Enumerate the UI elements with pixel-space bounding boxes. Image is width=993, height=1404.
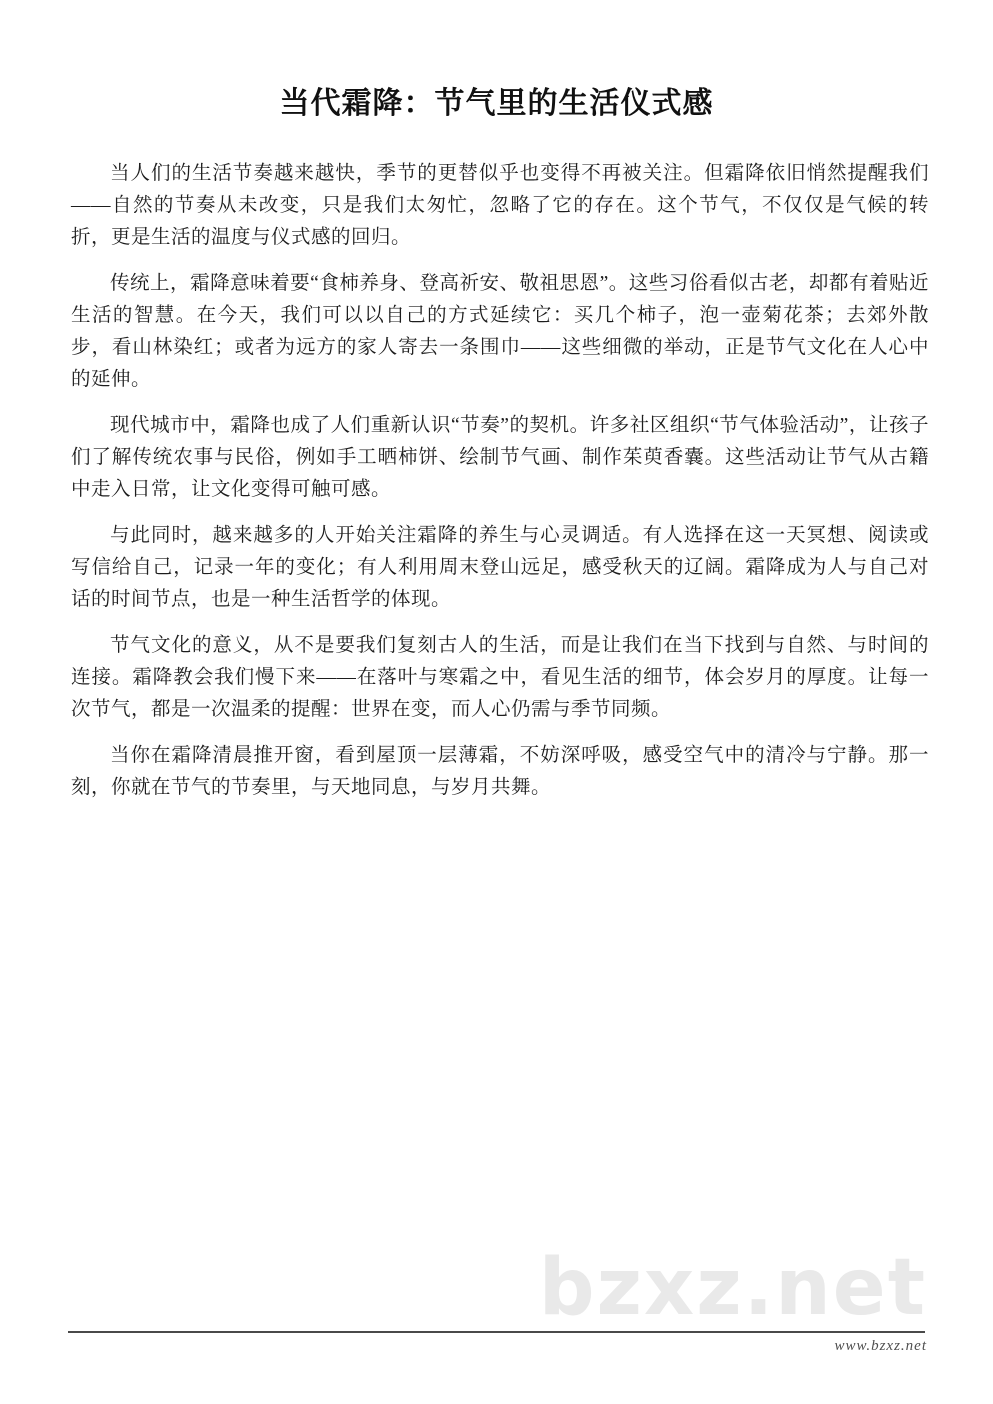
page-title: 当代霜降：节气里的生活仪式感	[279, 87, 714, 120]
paragraph: 与此同时，越来越多的人开始关注霜降的养生与心灵调适。有人选择在这一天冥想、阅读或写信给自己，记录一年的变化；有人利用周末登山远足，感受秋天的辽阔。霜降成为人与自己对话的时间节点，也是一种生活哲学的体现。	[71, 525, 929, 610]
article-body	[0, 122, 993, 804]
footer-site-url: www.bzxz.net	[834, 1338, 927, 1354]
site-watermark: bzxz.net	[538, 1243, 927, 1333]
footer-divider	[68, 1331, 925, 1333]
paragraph: 传统上，霜降意味着要“食柿养身、登高祈安、敬祖思恩”。这些习俗看似古老，却都有着贴近生活的智慧。在今天，我们可以以自己的方式延续它：买几个柿子，泡一壶菊花茶；去郊外散步，看山林染红；或者为远方的家人寄去一条围巾——这些细微的举动，正是节气文化在人心中的延伸。	[71, 273, 929, 390]
paragraph: 当人们的生活节奏越来越快，季节的更替似乎也变得不再被关注。但霜降依旧悄然提醒我们——自然的节奏从未改变，只是我们太匆忙，忽略了它的存在。这个节气，不仅仅是气候的转折，更是生活的温度与仪式感的回归。	[71, 163, 929, 248]
paragraph: 现代城市中，霜降也成了人们重新认识“节奏”的契机。许多社区组织“节气体验活动”，让孩子们了解传统农事与民俗，例如手工晒柿饼、绘制节气画、制作茱萸香囊。这些活动让节气从古籍中走入日常，让文化变得可触可感。	[71, 415, 929, 500]
paragraph: 节气文化的意义，从不是要我们复刻古人的生活，而是让我们在当下找到与自然、与时间的连接。霜降教会我们慢下来——在落叶与寒霜之中，看见生活的细节，体会岁月的厚度。让每一次节气，都是一次温柔的提醒：世界在变，而人心仍需与季节同频。	[71, 635, 929, 720]
paragraph: 当你在霜降清晨推开窗，看到屋顶一层薄霜，不妨深呼吸，感受空气中的清冷与宁静。那一刻，你就在节气的节奏里，与天地同息，与岁月共舞。	[71, 745, 929, 798]
